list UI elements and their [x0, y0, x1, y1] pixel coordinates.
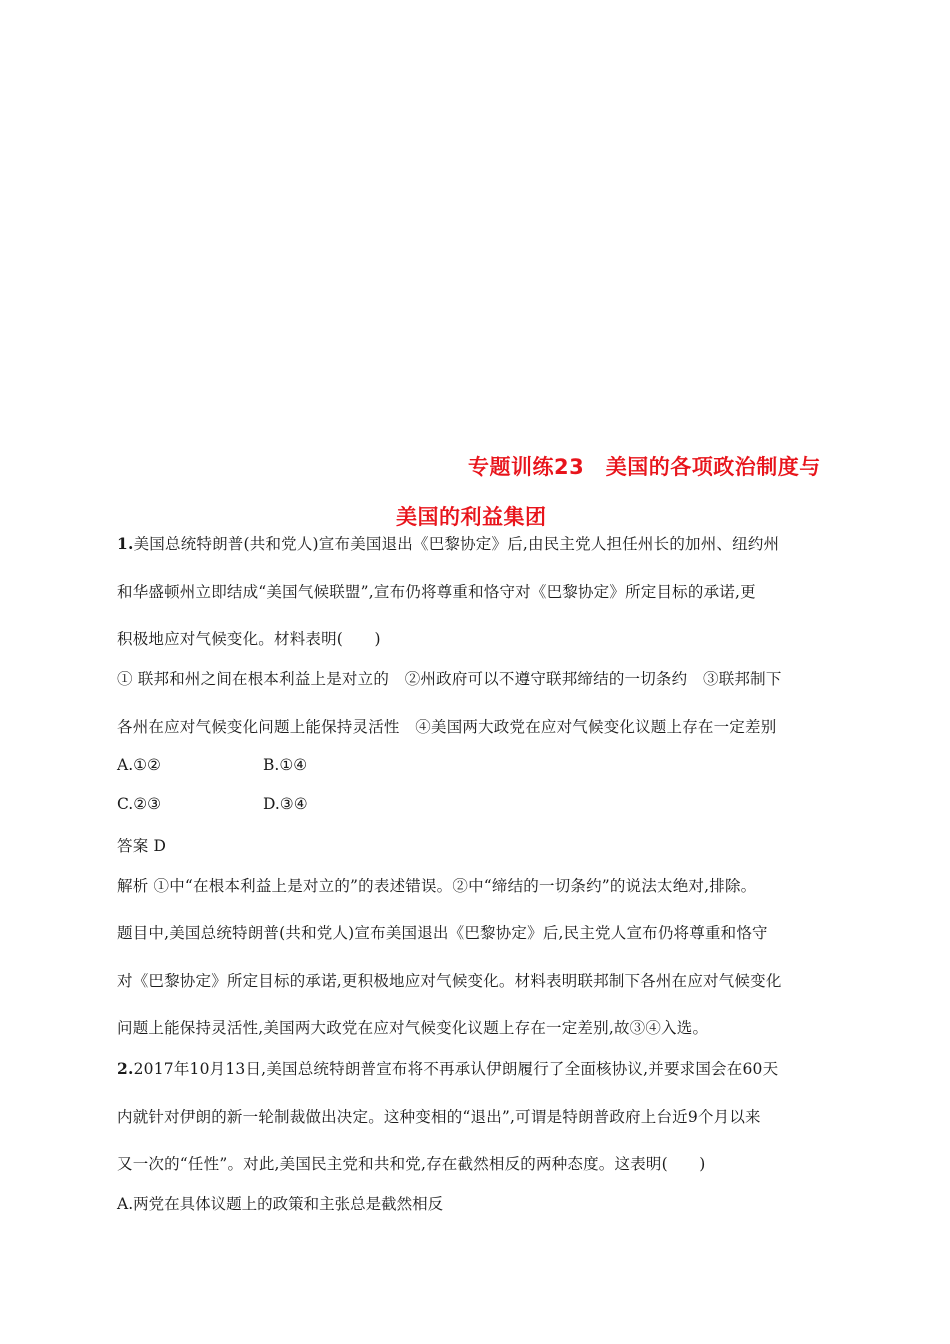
question-1-answer: 答案 D — [117, 837, 167, 855]
question-2-stem-text-1: 2017年10月13日,美国总统特朗普宣布将不再承认伊朗履行了全面核协议,并要求国会在60天 — [133, 1060, 779, 1078]
question-1-statements-line-1: ① 联邦和州之间在根本利益上是对立的 ②州政府可以不遵守联邦缔结的一切条约 ③联邦制下 — [117, 670, 782, 688]
question-1-option-d: D.③④ — [263, 795, 308, 813]
question-1-option-b: B.①④ — [263, 756, 308, 774]
question-1-analysis-line-1: 解析 ①中“在根本利益上是对立的”的表述错误。②中“缔结的一切条约”的说法太绝对,排除。 — [117, 877, 757, 895]
question-2-number: 2. — [117, 1059, 134, 1078]
page-title-line-2: 美国的利益集团 — [396, 505, 547, 529]
question-1-stem-line-2: 和华盛顿州立即结成“美国气候联盟”,宣布仍将尊重和恪守对《巴黎协定》所定目标的承诺,更 — [117, 583, 756, 601]
question-1-option-c: C.②③ — [117, 795, 162, 813]
question-1-stem-line-1 — [117, 532, 779, 554]
question-1-option-a: A.①② — [117, 756, 161, 774]
question-2-stem-line-2: 内就针对伊朗的新一轮制裁做出决定。这种变相的“退出”,可谓是特朗普政府上台近9个月以来 — [117, 1108, 761, 1126]
question-1-analysis-line-4: 问题上能保持灵活性,美国两大政党在应对气候变化议题上存在一定差别,故③④入选。 — [117, 1019, 709, 1037]
question-1-stem-line-3: 积极地应对气候变化。材料表明( ) — [117, 630, 381, 648]
question-1-statements-line-2: 各州在应对气候变化问题上能保持灵活性 ④美国两大政党在应对气候变化议题上存在一定差别 — [117, 718, 777, 736]
question-1-stem-text-1: 美国总统特朗普(共和党人)宣布美国退出《巴黎协定》后,由民主党人担任州长的加州、纽约州 — [133, 535, 780, 553]
question-1-number: 1. — [117, 534, 134, 553]
question-2-stem-line-3: 又一次的“任性”。对此,美国民主党和共和党,存在截然相反的两种态度。这表明( ) — [117, 1155, 706, 1173]
question-2-option-a: A.两党在具体议题上的政策和主张总是截然相反 — [117, 1195, 444, 1213]
question-1-analysis-line-3: 对《巴黎协定》所定目标的承诺,更积极地应对气候变化。材料表明联邦制下各州在应对气候变化 — [117, 972, 782, 990]
question-1-analysis-line-2: 题目中,美国总统特朗普(共和党人)宣布美国退出《巴黎协定》后,民主党人宣布仍将尊重和恪守 — [117, 924, 768, 942]
page-title-line-1: 专题训练23 美国的各项政治制度与 — [468, 455, 821, 479]
question-2-stem-line-1 — [117, 1057, 778, 1079]
